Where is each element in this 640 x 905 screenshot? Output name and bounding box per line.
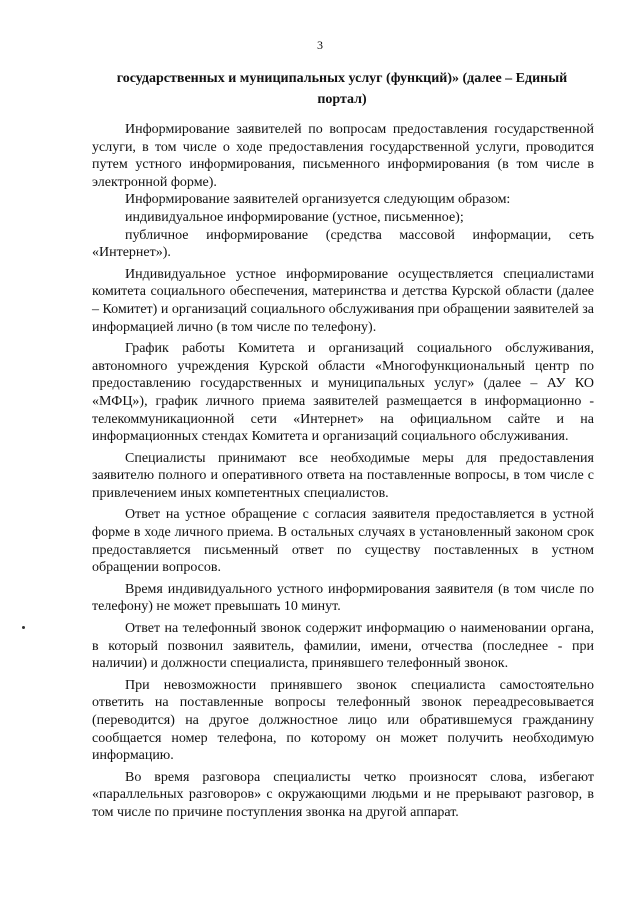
page-number: 3: [317, 38, 323, 52]
paragraph: Время индивидуального устного информирования заявителя (в том числе по телефону) не может превышать 10 минут.: [92, 581, 594, 615]
paragraph: Индивидуальное устное информирование осуществляется специалистами комитета социального обеспечения, материнства и детства Курской области (далее – Комитет) и организаций социального обслуживания при обращении заявителей за информацией лично (в том числе по телефону).: [92, 266, 594, 335]
paragraph: публичное информирование (средства массовой информации, сеть «Интернет»).: [92, 227, 594, 261]
paragraph: График работы Комитета и организаций социального обслуживания, автономного учреждения Курской области «Многофункциональный центр по предоставлению государственных и муниципальных услуг» (далее – АУ КО «МФЦ»), график личного приема заявителей размещается в информационно - телекоммуникационной сети «Интернет» на официальном сайте и на информационных стендах Комитета и организаций социального обслуживания.: [92, 341, 594, 445]
paragraph: Специалисты принимают все необходимые меры для предоставления заявителю полного и оперативного ответа на поставленные вопросы, в том числе с привлечением иных компетентных специалистов.: [92, 450, 594, 501]
section-heading: государственных и муниципальных услуг (функций)» (далее – Единый портал): [116, 71, 568, 107]
paragraph: Ответ на телефонный звонок содержит информацию о наименовании органа, в который позвонил заявитель, фамилии, имени, отчества (последнее - при наличии) и должности специалиста, принявшего телефонный звонок.: [92, 621, 594, 672]
body-text: [92, 121, 594, 822]
paragraph: Информирование заявителей по вопросам предоставления государственной услуги, в том числе о ходе предоставления государственной услуги, проводится путем устного информирования, письменного информирования (в том числе в электронной форме).: [92, 122, 594, 190]
paragraph: Ответ на устное обращение с согласия заявителя предоставляется в устной форме в ходе личного приема. В остальных случаях в установленный законом срок предоставляется письменный ответ по существу поставленных в устном обращении вопросов.: [92, 507, 594, 576]
paragraph: При невозможности принявшего звонок специалиста самостоятельно ответить на поставленные вопросы телефонный звонок переадресовывается (переводится) на другое должностное лицо или обратившемуся гражданину сообщается номер телефона, по которому он может получить необходимую информацию.: [92, 677, 594, 764]
paragraph: индивидуальное информирование (устное, письменное);: [125, 209, 464, 225]
paragraph: Во время разговора специалисты четко произносят слова, избегают «параллельных разговоров» с окружающими людьми и не прерывают разговор, в том числе по причине поступления звонка на другой аппарат.: [92, 769, 594, 820]
paragraph: Информирование заявителей организуется следующим образом:: [125, 192, 511, 208]
scan-artifact-dot: [22, 626, 25, 629]
